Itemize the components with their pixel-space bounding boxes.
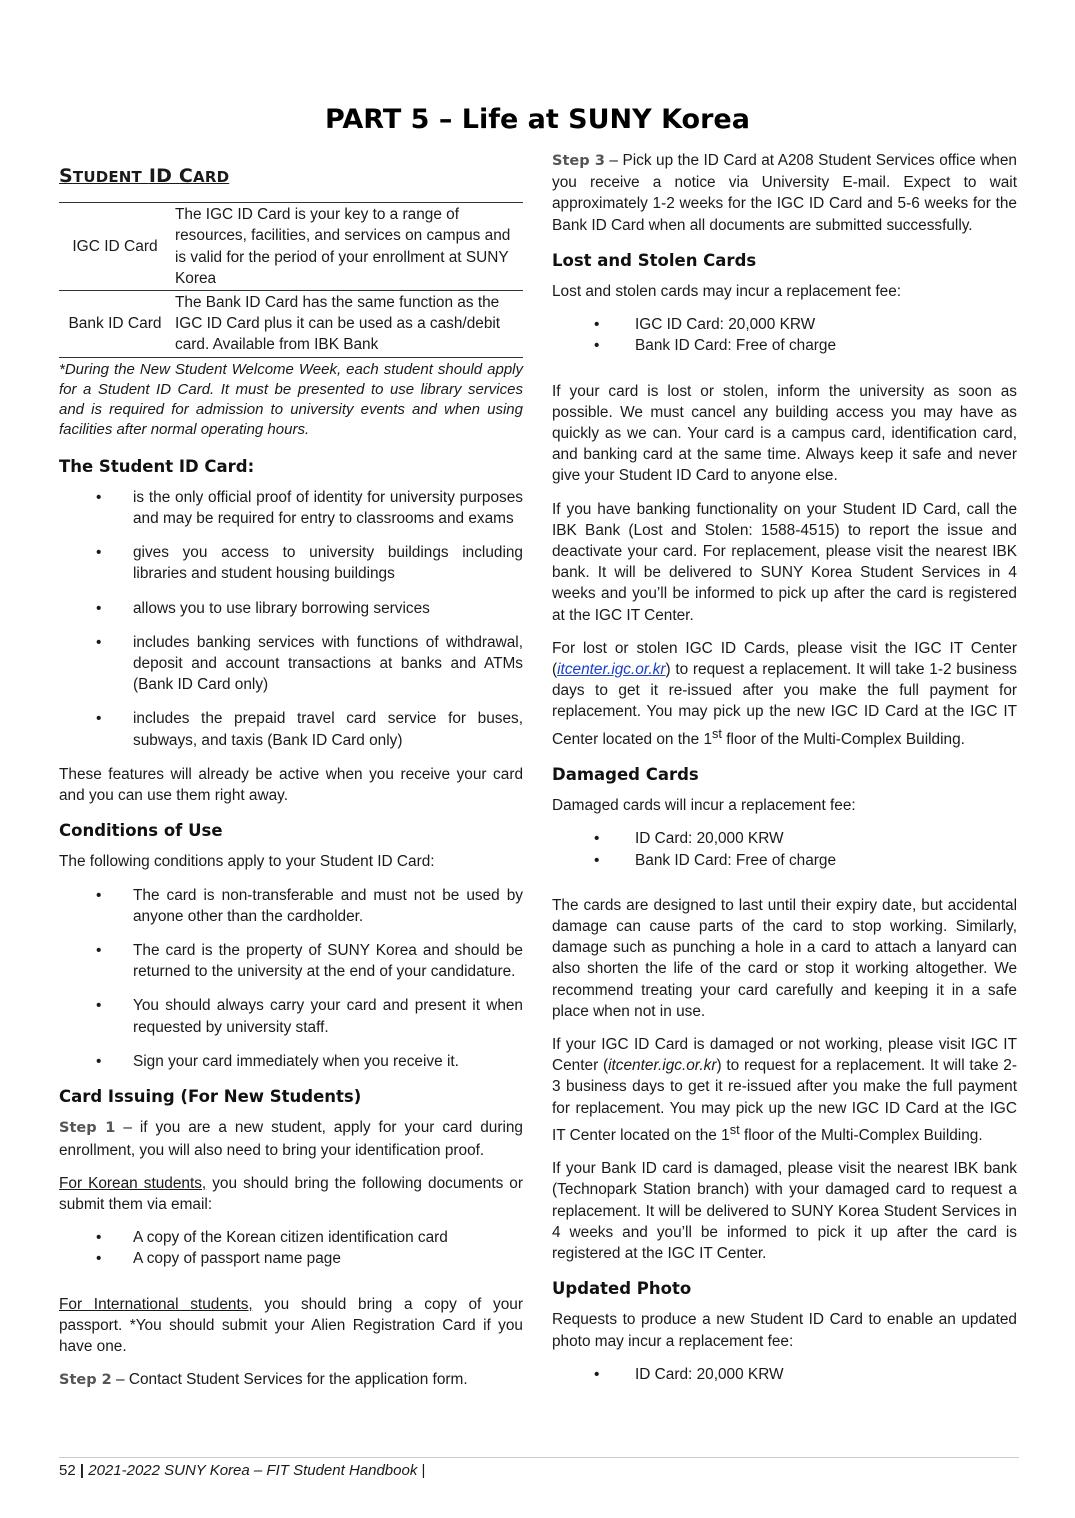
photo-fees-list — [552, 1364, 1017, 1385]
heading-lost-stolen: Lost and Stolen Cards — [552, 250, 757, 270]
lost-paragraph-1: If your card is lost or stolen, inform the university as soon as possible. We must cancel any building access you may have as quickly as we can. Your card is a campus card, identification card, and banking card at the same time. Always keep it safe and never give your Student ID Card to anyone else. — [552, 382, 1017, 485]
table-cell-card-name: IGC ID Card — [59, 203, 173, 291]
list-item: • includes banking services with functions of withdrawal, deposit and account transactions at banks and ATMs (Bank ID Card only) — [59, 632, 523, 696]
photo-intro: Requests to produce a new Student ID Card to enable an updated photo may incur a replacement fee: — [552, 1311, 1017, 1350]
list-item: • You should always carry your card and present it when requested by university staff. — [59, 995, 523, 1037]
right-column — [552, 150, 1017, 1397]
step-2-paragraph — [59, 1369, 523, 1391]
damaged-intro: Damaged cards will incur a replacement fee: — [552, 797, 856, 815]
section-title-tudent: TUDENT — [72, 168, 142, 186]
table-cell-card-desc: The IGC ID Card is your key to a range of resources, facilities, and services on campus and is valid for the period of your enrollment at SUNY Korea — [173, 203, 523, 291]
list-item: • allows you to use library borrowing services — [59, 598, 523, 619]
superscript-st: st — [712, 725, 722, 741]
section-title-id-c: ID C — [148, 165, 194, 187]
table-note: *During the New Student Welcome Week, each student should apply for a Student ID Card. It must be presented to use library services and is required for admission to university events and when using facilities after normal operating hours. — [59, 360, 523, 438]
intl-students-label: For International students, — [59, 1295, 253, 1313]
page-title: PART 5 – Life at SUNY Korea — [325, 104, 750, 135]
id-card-types-table — [59, 202, 523, 357]
damaged-paragraph-1: The cards are designed to last until their expiry date, but accidental damage can cause parts of the card to stop working. Similarly, damage such as punching a hole in a card to attach a lanyard can also shorten the life of the card or stop it working altogether. We recommend treating your card carefully and keeping it in a safe place when not in use. — [552, 896, 1017, 1020]
lost-p3-text-a: For lost or stolen IGC ID Cards, please visit the IGC IT Center ( — [552, 639, 1017, 679]
list-item: • ID Card: 20,000 KRW — [552, 1364, 1017, 1385]
korean-students-label: For Korean students, — [59, 1174, 207, 1192]
list-item: • Sign your card immediately when you receive it. — [59, 1051, 523, 1072]
list-item: • ID Card: 20,000 KRW — [552, 828, 1017, 849]
heading-conditions-of-use: Conditions of Use — [59, 821, 223, 841]
step-3-text: – Pick up the ID Card at A208 Student Services office when you receive a notice via University E-mail. Expect to wait approximately 1-2 weeks for the IGC ID Card and 5-6 weeks for the Bank ID Card when all documents are submitted successfully. — [552, 152, 1017, 234]
heading-damaged-cards: Damaged Cards — [552, 765, 699, 784]
list-item: • The card is the property of SUNY Korea and should be returned to the university at the end of your candidature. — [59, 940, 523, 982]
page-footer — [59, 1457, 1019, 1479]
list-item: • Bank ID Card: Free of charge — [552, 850, 1017, 871]
step-1-label: Step 1 — [59, 1120, 116, 1137]
lost-intro: Lost and stolen cards may incur a replacement fee: — [552, 283, 902, 301]
itcenter-url-text: itcenter.igc.or.kr — [608, 1057, 717, 1075]
table-row — [59, 291, 523, 358]
list-item: • IGC ID Card: 20,000 KRW — [552, 314, 1017, 335]
footer-separator: | — [79, 1462, 85, 1479]
table-row — [59, 203, 523, 291]
superscript-st: st — [729, 1121, 740, 1137]
footer-end-separator: | — [421, 1462, 426, 1479]
step-3-paragraph — [552, 150, 1017, 236]
features-after-text: These features will already be active when you receive your card and you can use them right away. — [59, 765, 523, 805]
list-item: • The card is non-transferable and must not be used by anyone other than the cardholder. — [59, 885, 523, 927]
lost-fees-list — [552, 314, 1017, 356]
features-list — [59, 487, 523, 751]
left-column — [59, 150, 523, 1403]
table-cell-card-name: Bank ID Card — [59, 291, 173, 358]
damaged-fees-list — [552, 828, 1017, 870]
heading-updated-photo: Updated Photo — [552, 1279, 692, 1299]
damaged-p2-text-c: floor of the Multi-Complex Building. — [739, 1126, 983, 1144]
list-item: • includes the prepaid travel card service for buses, subways, and taxis (Bank ID Card only) — [59, 708, 523, 750]
conditions-list — [59, 885, 523, 1072]
list-item: • gives you access to university buildings including libraries and student housing buildings — [59, 542, 523, 584]
list-item: • A copy of the Korean citizen identification card — [59, 1227, 523, 1248]
korean-docs-list — [59, 1227, 523, 1269]
list-item: • Bank ID Card: Free of charge — [552, 335, 1017, 356]
section-title-student-id-card — [59, 166, 523, 188]
list-item: • is the only official proof of identity for university purposes and may be required for entry to classrooms and exams — [59, 487, 523, 529]
damaged-p2-text-b: ) to request for a replacement. It will take 2-3 business days to get it re-issued after you make the full payment for replacement. You may pick up the new IGC ID Card at the IGC IT Center located on the 1 — [552, 1057, 1017, 1144]
step-2-label: Step 2 — [59, 1372, 112, 1389]
page-number: 52 — [59, 1462, 76, 1479]
step-3-label: Step 3 — [552, 153, 605, 169]
intl-students-paragraph — [59, 1294, 523, 1358]
handbook-title: 2021-2022 SUNY Korea – FIT Student Handbook — [88, 1462, 418, 1479]
lost-paragraph-3 — [552, 638, 1017, 750]
korean-students-paragraph — [59, 1173, 523, 1215]
lost-p3-text-c: floor of the Multi-Complex Building. — [722, 730, 965, 748]
section-title-s: S — [59, 165, 73, 187]
damaged-paragraph-2 — [552, 1034, 1017, 1146]
lost-paragraph-2: If you have banking functionality on your Student ID Card, call the IBK Bank (Lost and Stolen: 1588-4515) to report the issue and deactivate your card. For replacement, please visit the nearest IBK bank. It will be delivered to SUNY Korea Student Services in 4 weeks and you’ll be informed to pick up after the card is registered at the IGC IT Center. — [552, 500, 1017, 624]
table-cell-card-desc: The Bank ID Card has the same function as the IGC ID Card plus it can be used as a cash/debit card. Available from IBK Bank — [173, 291, 523, 358]
lost-p3-text-b: ) to request a replacement. It will take 1-2 business days to get it re-issued after you make the full payment for replacement. You may pick up the new IGC ID Card at the IGC IT Center located on the 1 — [552, 661, 1017, 748]
damaged-p2-text-a: If your IGC ID Card is damaged or not working, please visit IGC IT Center ( — [552, 1036, 1017, 1075]
korean-students-text: you should bring the following documents or submit them via email: — [59, 1174, 523, 1213]
heading-student-id-card: The Student ID Card: — [59, 456, 255, 476]
step-1-text: – if you are a new student, apply for your card during enrollment, you will also need to bring your identification proof. — [59, 1119, 523, 1159]
step-2-text: – Contact Student Services for the application form. — [111, 1371, 468, 1389]
section-title-ard: ARD — [193, 168, 230, 186]
itcenter-link[interactable]: itcenter.igc.or.kr — [557, 661, 666, 679]
list-item: • A copy of passport name page — [59, 1248, 523, 1269]
heading-card-issuing: Card Issuing (For New Students) — [59, 1087, 362, 1107]
conditions-intro: The following conditions apply to your Student ID Card: — [59, 853, 435, 871]
damaged-paragraph-3: If your Bank ID card is damaged, please visit the nearest IBK bank (Technopark Station branch) with your damaged card to request a replacement. It will be delivered to SUNY Korea Student Services in 4 weeks and you’ll be informed to pick it up after the card is registered at the IGC IT Center. — [552, 1160, 1017, 1262]
step-1-paragraph — [59, 1117, 523, 1160]
intl-students-text: you should bring a copy of your passport. *You should submit your Alien Registration Card if you have one. — [59, 1295, 523, 1355]
